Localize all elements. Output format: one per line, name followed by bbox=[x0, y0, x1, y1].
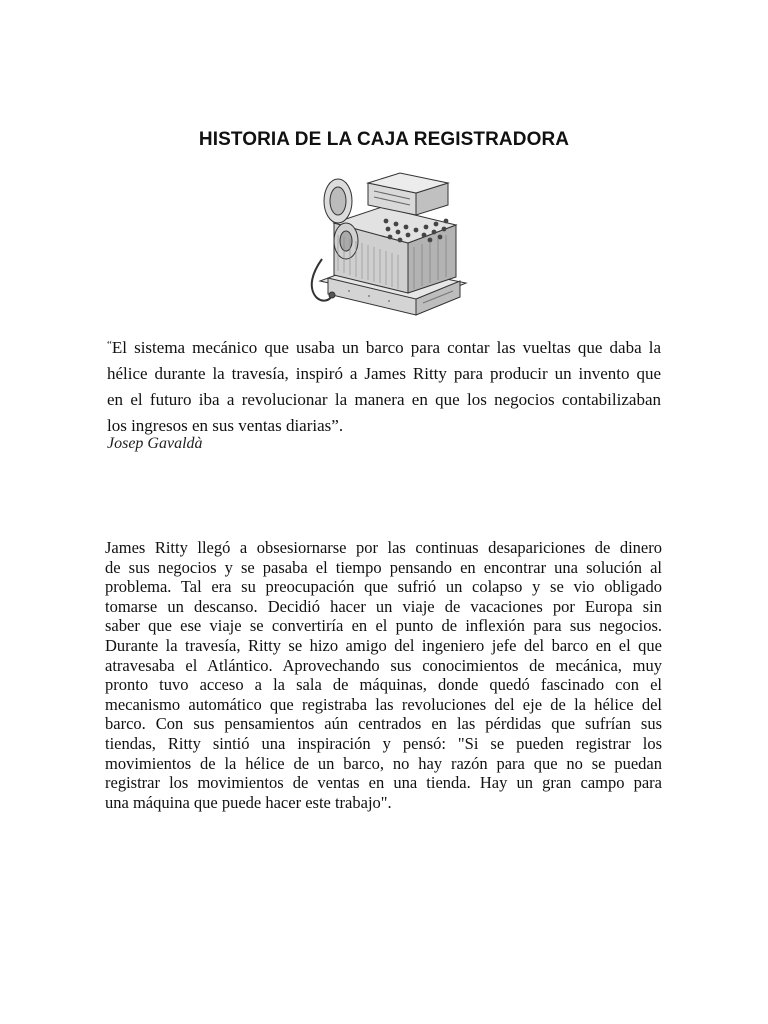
quote-line: los ingresos en sus ventas diarias”. bbox=[107, 416, 344, 435]
paragraph-line: registrar los movimientos de ventas en una tienda. Hay un gran campo para bbox=[105, 773, 662, 793]
quote-open-mark: “ bbox=[107, 339, 112, 351]
quote-line: hélice durante la travesía, inspiró a James Ritty para producir un invento que bbox=[107, 364, 661, 383]
paragraph-line: saber que ese viaje se convertiría en el punto de inflexión para sus negocios. bbox=[105, 616, 662, 636]
paragraph-line: tiendas, Ritty sintió una inspiración y pensó: "Si se pueden registrar los bbox=[105, 733, 662, 753]
paragraph-line: movimientos de la hélice de un barco, no hay razón para que no se puedan bbox=[105, 753, 662, 773]
document-title: HISTORIA DE LA CAJA REGISTRADORA bbox=[198, 129, 570, 150]
paragraph-line: barco. Con sus pensamientos aún centrados en las pérdidas que sufrían sus bbox=[105, 714, 662, 734]
paragraph-line: una máquina que puede hacer este trabajo". bbox=[105, 792, 392, 812]
quote-author: Josep Gavaldà bbox=[107, 435, 203, 452]
paragraph-line: James Ritty llegó a obsesiornarse por las continuas desapariciones de dinero bbox=[105, 538, 662, 557]
body-paragraph bbox=[105, 538, 662, 812]
quote-line-text: El sistema mecánico que usaba un barco para contar las vueltas que daba la bbox=[111, 338, 661, 357]
cash-register-illustration bbox=[298, 163, 472, 321]
paragraph-line: tomarse un descanso. Decidió hacer un viaje de vacaciones por Europa sin bbox=[105, 596, 662, 616]
paragraph-line: problema. Tal era su preocupación que sufrió un colapso y se vio obligado bbox=[105, 577, 662, 597]
paragraph-line: mecanismo automático que registraba las revoluciones del eje de la hélice del bbox=[105, 694, 662, 714]
paragraph-line: atravesaba el Atlántico. Aprovechando sus conocimientos de mecánica, muy bbox=[105, 655, 662, 675]
paragraph-line: de sus negocios y se pasaba el tiempo pensando en encontrar una solución al bbox=[105, 557, 662, 577]
quote-line: en el futuro iba a revolucionar la manera en que los negocios contabilizaban bbox=[107, 390, 661, 409]
quote-block bbox=[107, 332, 661, 439]
quote-line bbox=[107, 332, 661, 361]
paragraph-line: pronto tuvo acceso a la sala de máquinas, donde quedó fascinado con el bbox=[105, 675, 662, 695]
paragraph-line: Durante la travesía, Ritty se hizo amigo del ingeniero jefe del barco en el que bbox=[105, 635, 662, 655]
